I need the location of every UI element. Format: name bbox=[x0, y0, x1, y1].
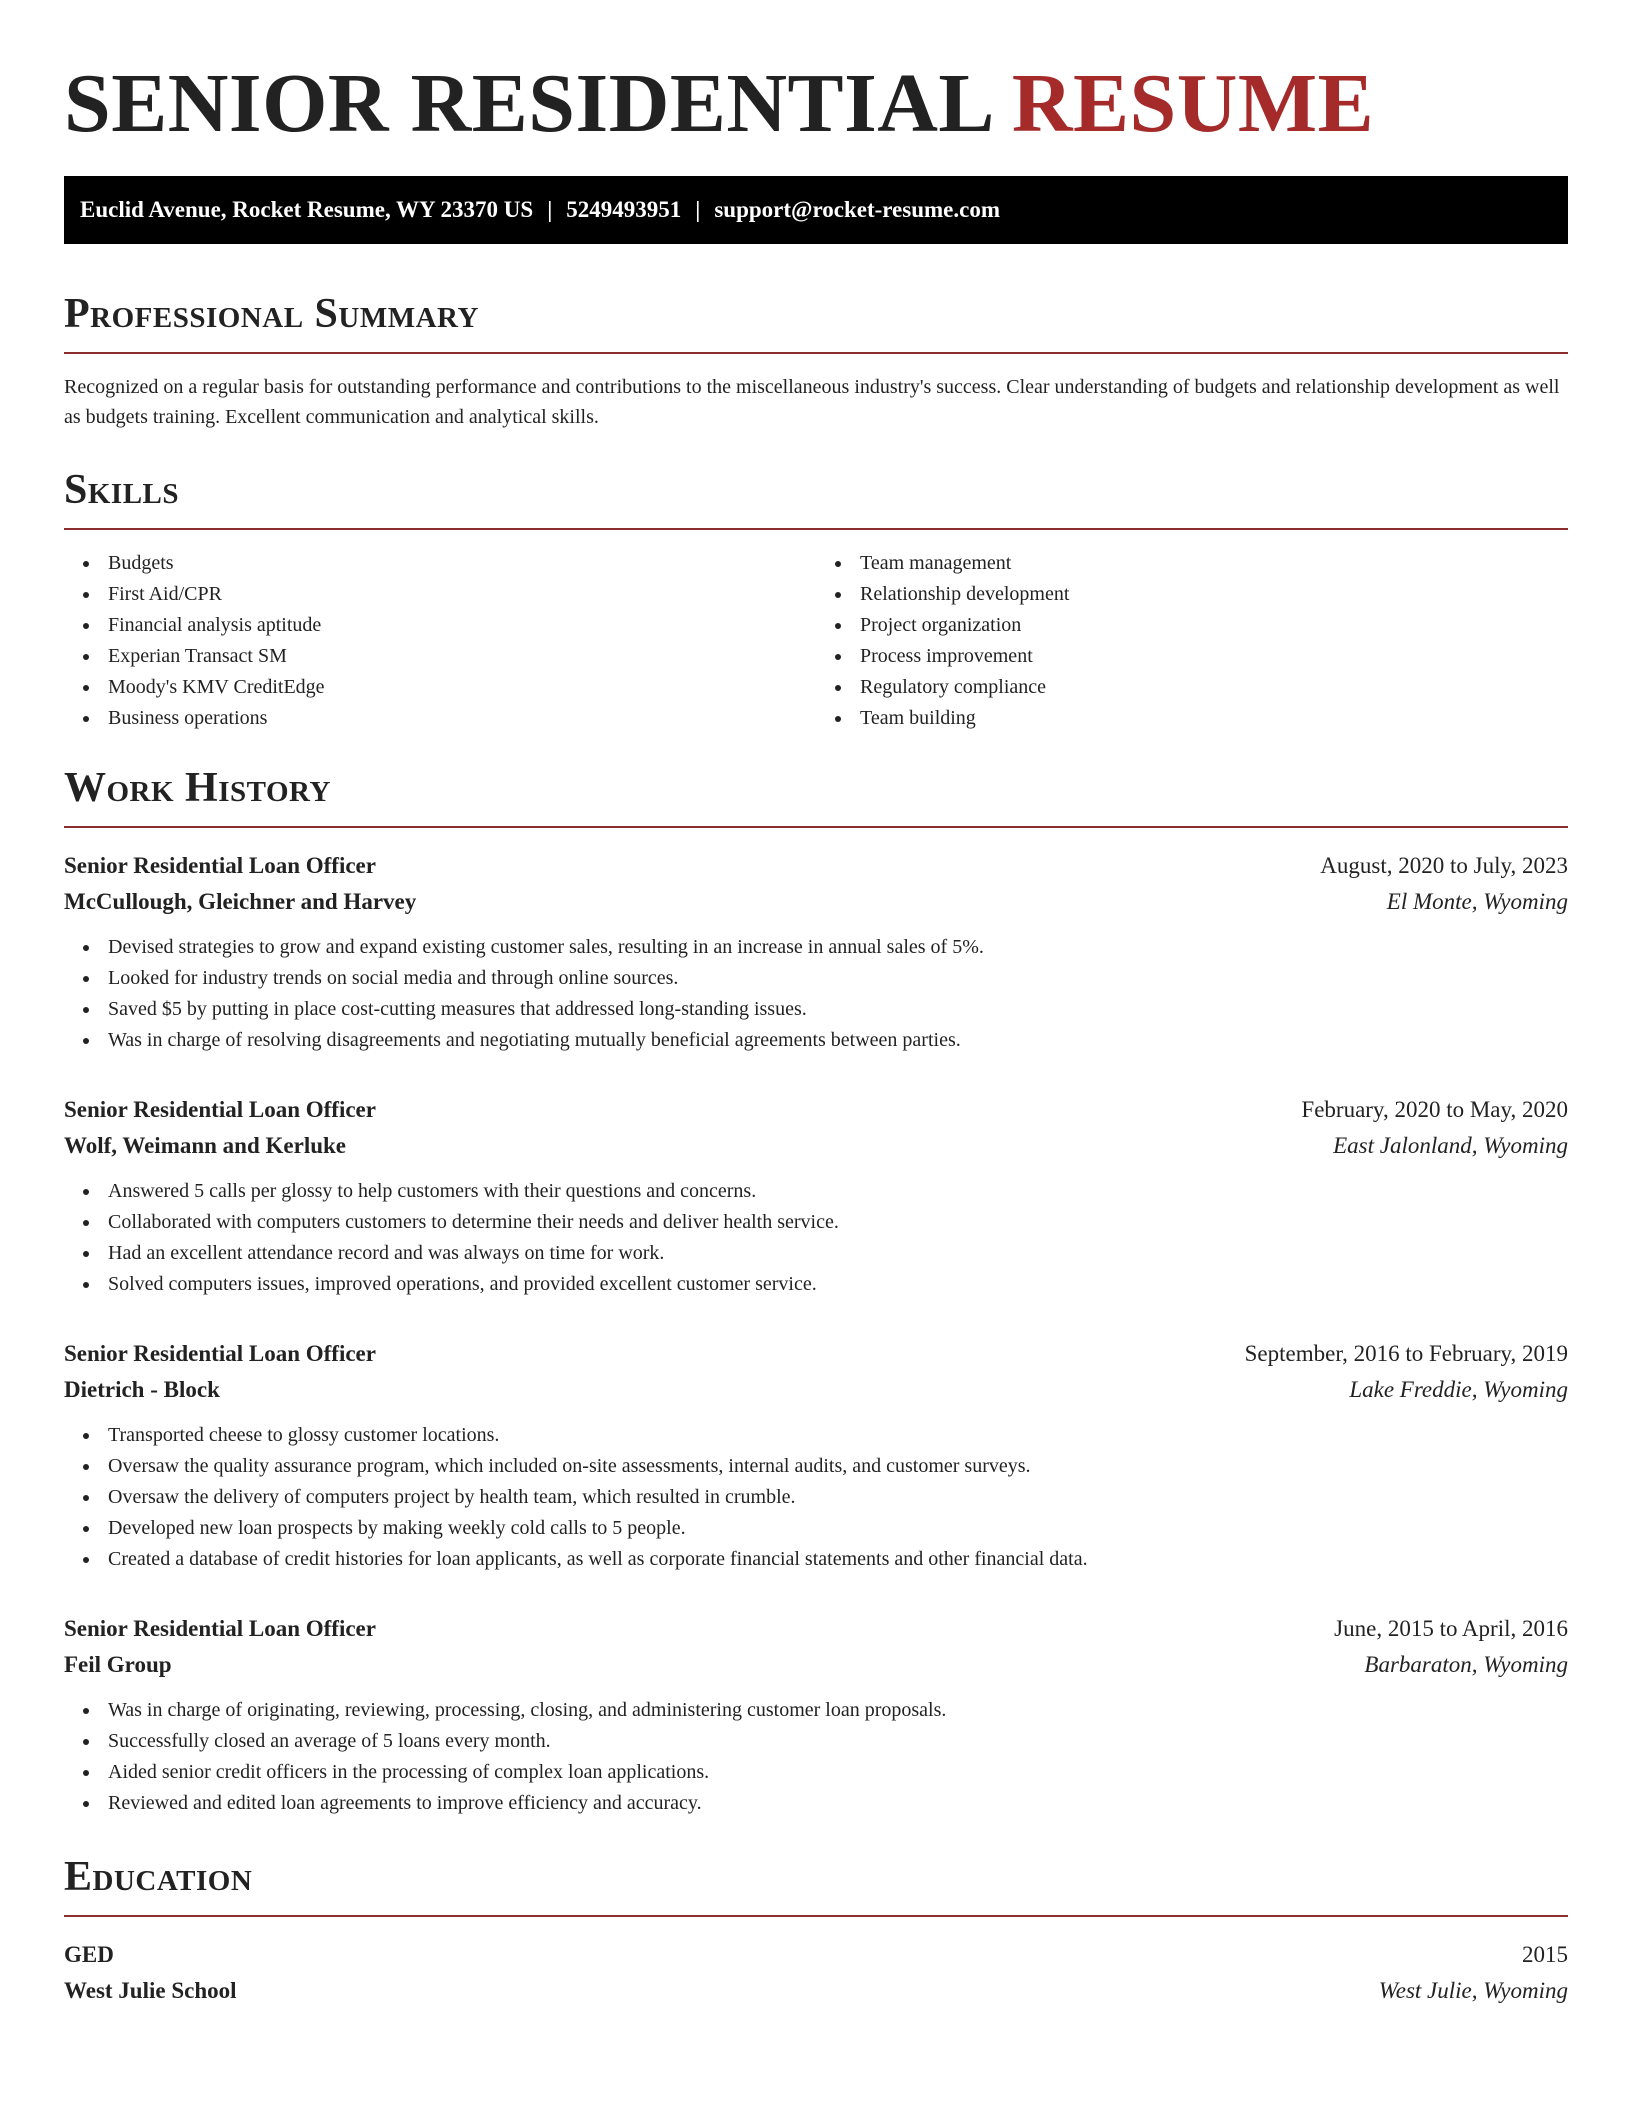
job-company-row bbox=[64, 884, 1568, 920]
contact-separator: | bbox=[695, 197, 701, 222]
skill-item: Team building bbox=[860, 703, 1568, 734]
job-company: Feil Group bbox=[64, 1652, 172, 1677]
skill-item: Budgets bbox=[108, 548, 816, 579]
contact-phone[interactable]: 5249493951 bbox=[566, 197, 682, 222]
skill-item: Project organization bbox=[860, 610, 1568, 641]
job-entry bbox=[64, 1336, 1568, 1575]
education-school-row bbox=[64, 1973, 1568, 2009]
work-history-heading: Work History bbox=[64, 765, 331, 811]
job-title-row bbox=[64, 1092, 1568, 1128]
skill-item: Relationship development bbox=[860, 579, 1568, 610]
job-location: El Monte, Wyoming bbox=[1386, 889, 1568, 914]
skill-item: Team management bbox=[860, 548, 1568, 579]
job-dates: August, 2020 to July, 2023 bbox=[1320, 853, 1568, 878]
job-title-row bbox=[64, 1611, 1568, 1647]
job-bullet: Saved $5 by putting in place cost-cutting measures that addressed long-standing issues. bbox=[108, 994, 1568, 1025]
contact-email[interactable]: support@rocket-resume.com bbox=[714, 197, 1000, 222]
job-bullet: Created a database of credit histories for loan applicants, as well as corporate financial statements and other financial data. bbox=[108, 1544, 1568, 1575]
job-bullet: Devised strategies to grow and expand existing customer sales, resulting in an increase in annual sales of 5%. bbox=[108, 932, 1568, 963]
job-bullet: Was in charge of resolving disagreements and negotiating mutually beneficial agreements between parties. bbox=[108, 1025, 1568, 1056]
skills-right-column bbox=[816, 548, 1568, 734]
job-location: Lake Freddie, Wyoming bbox=[1349, 1377, 1568, 1402]
resume-title bbox=[64, 54, 1568, 154]
skills-left-column bbox=[64, 548, 816, 734]
job-bullet: Oversaw the quality assurance program, which included on-site assessments, internal audits, and customer surveys. bbox=[108, 1451, 1568, 1482]
job-bullet: Was in charge of originating, reviewing, processing, closing, and administering customer loan proposals. bbox=[108, 1695, 1568, 1726]
title-accent: RESUME bbox=[1011, 57, 1375, 150]
job-title: Senior Residential Loan Officer bbox=[64, 853, 376, 878]
skill-item: Experian Transact SM bbox=[108, 641, 816, 672]
section-divider bbox=[64, 352, 1568, 354]
job-bullet: Solved computers issues, improved operations, and provided excellent customer service. bbox=[108, 1269, 1568, 1300]
job-bullet: Had an excellent attendance record and was always on time for work. bbox=[108, 1238, 1568, 1269]
job-title: Senior Residential Loan Officer bbox=[64, 1616, 376, 1641]
skill-item: Process improvement bbox=[860, 641, 1568, 672]
summary-text: Recognized on a regular basis for outstanding performance and contributions to the miscellaneous industry's success. Clear understanding of budgets and relationship development as well as budgets training. Excellent communication and analytical skills. bbox=[64, 376, 1560, 428]
job-location: East Jalonland, Wyoming bbox=[1333, 1133, 1568, 1158]
job-bullets bbox=[64, 932, 1568, 1056]
section-divider bbox=[64, 528, 1568, 530]
job-dates: February, 2020 to May, 2020 bbox=[1301, 1097, 1568, 1122]
job-location: Barbaraton, Wyoming bbox=[1364, 1652, 1568, 1677]
job-dates: June, 2015 to April, 2016 bbox=[1334, 1616, 1568, 1641]
job-title: Senior Residential Loan Officer bbox=[64, 1097, 376, 1122]
summary-heading: Professional Summary bbox=[64, 291, 479, 337]
education-location: West Julie, Wyoming bbox=[1378, 1978, 1568, 2003]
job-bullet: Developed new loan prospects by making weekly cold calls to 5 people. bbox=[108, 1513, 1568, 1544]
contact-separator: | bbox=[547, 197, 553, 222]
section-divider bbox=[64, 1915, 1568, 1917]
contact-bar bbox=[64, 176, 1568, 244]
title-main: SENIOR RESIDENTIAL bbox=[64, 57, 991, 150]
contact-address: Euclid Avenue, Rocket Resume, WY 23370 US bbox=[80, 197, 534, 222]
skills-heading: Skills bbox=[64, 467, 180, 513]
job-title-row bbox=[64, 848, 1568, 884]
work-history-section bbox=[64, 760, 1568, 1819]
job-company: Dietrich - Block bbox=[64, 1377, 220, 1402]
job-bullets bbox=[64, 1176, 1568, 1300]
job-company-row bbox=[64, 1128, 1568, 1164]
education-entry bbox=[64, 1937, 1568, 2009]
skill-item: Business operations bbox=[108, 703, 816, 734]
job-company: McCullough, Gleichner and Harvey bbox=[64, 889, 417, 914]
skills-grid bbox=[64, 548, 1568, 734]
skill-item: Regulatory compliance bbox=[860, 672, 1568, 703]
job-entry bbox=[64, 848, 1568, 1056]
job-entry bbox=[64, 1611, 1568, 1819]
education-heading: Education bbox=[64, 1854, 253, 1900]
job-company-row bbox=[64, 1647, 1568, 1683]
skills-section bbox=[64, 462, 1568, 734]
skill-item: Moody's KMV CreditEdge bbox=[108, 672, 816, 703]
job-bullet: Successfully closed an average of 5 loans every month. bbox=[108, 1726, 1568, 1757]
education-year: 2015 bbox=[1522, 1942, 1568, 1967]
job-title-row bbox=[64, 1336, 1568, 1372]
education-degree: GED bbox=[64, 1942, 114, 1967]
job-bullet: Looked for industry trends on social media and through online sources. bbox=[108, 963, 1568, 994]
job-bullet: Answered 5 calls per glossy to help customers with their questions and concerns. bbox=[108, 1176, 1568, 1207]
job-company-row bbox=[64, 1372, 1568, 1408]
education-school: West Julie School bbox=[64, 1978, 237, 2003]
job-entry bbox=[64, 1092, 1568, 1300]
summary-section bbox=[64, 286, 1568, 432]
job-bullet: Transported cheese to glossy customer locations. bbox=[108, 1420, 1568, 1451]
job-bullet: Reviewed and edited loan agreements to improve efficiency and accuracy. bbox=[108, 1788, 1568, 1819]
education-degree-row bbox=[64, 1937, 1568, 1973]
job-dates: September, 2016 to February, 2019 bbox=[1244, 1341, 1568, 1366]
education-section bbox=[64, 1849, 1568, 2009]
job-bullet: Oversaw the delivery of computers project by health team, which resulted in crumble. bbox=[108, 1482, 1568, 1513]
section-divider bbox=[64, 826, 1568, 828]
job-bullet: Aided senior credit officers in the processing of complex loan applications. bbox=[108, 1757, 1568, 1788]
job-title: Senior Residential Loan Officer bbox=[64, 1341, 376, 1366]
job-bullets bbox=[64, 1420, 1568, 1575]
job-bullet: Collaborated with computers customers to determine their needs and deliver health service. bbox=[108, 1207, 1568, 1238]
skill-item: First Aid/CPR bbox=[108, 579, 816, 610]
skill-item: Financial analysis aptitude bbox=[108, 610, 816, 641]
job-company: Wolf, Weimann and Kerluke bbox=[64, 1133, 347, 1158]
job-bullets bbox=[64, 1695, 1568, 1819]
